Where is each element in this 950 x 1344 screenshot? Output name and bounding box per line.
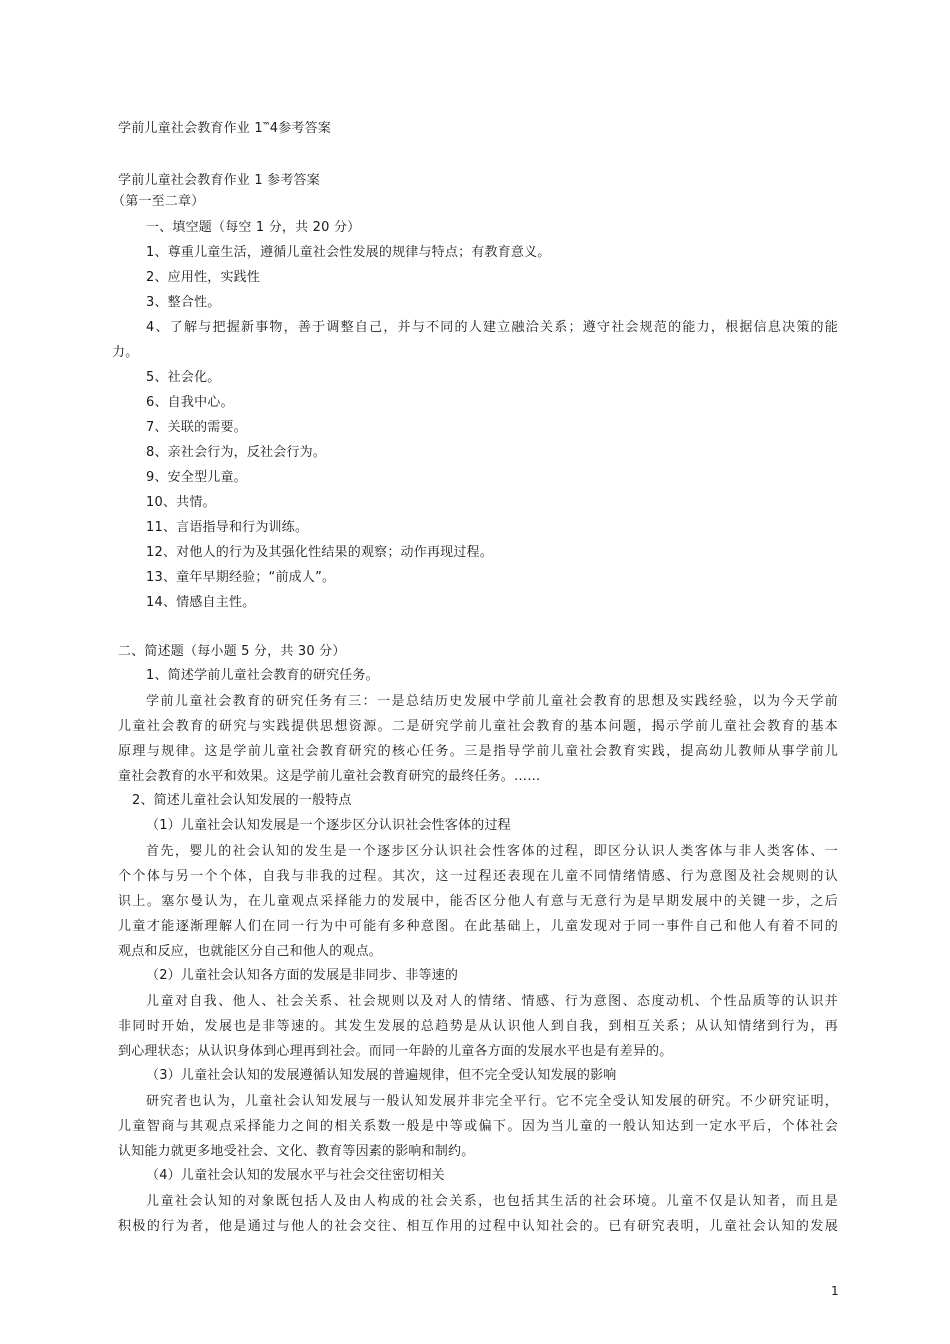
- paragraph-line: 童社会教育的水平和效果。这是学前儿童社会教育研究的最终任务。……: [118, 769, 541, 784]
- part2-heading: 二、简述题（每小题 5 分，共 30 分）: [118, 644, 346, 659]
- answer-line: 13、童年早期经验；“前成人”。: [146, 570, 336, 585]
- paragraph-line: 儿童智商与其观点采择能力之间的相关系数一般是中等或偏下。因为当儿童的一般认知达到一定水平后，个体社会: [118, 1119, 838, 1134]
- paragraph-line: 儿童社会教育的研究与实践提供思想资源。二是研究学前儿童社会教育的基本问题，揭示学前儿童社会教育的基本: [118, 719, 838, 734]
- paragraph-line: 观点和反应，也就能区分自己和他人的观点。: [118, 944, 383, 959]
- paragraph-line: 儿童社会认知的对象既包括人及由人构成的社会关系，也包括其生活的社会环境。儿童不仅是认知者，而且是: [146, 1194, 838, 1209]
- point-title: （1）儿童社会认知发展是一个逐步区分认识社会性客体的过程: [146, 818, 511, 833]
- answer-line: 7、关联的需要。: [146, 420, 247, 435]
- section-title: 学前儿童社会教育作业 1 参考答案: [118, 173, 320, 188]
- answer-line: 11、言语指导和行为训练。: [146, 520, 309, 535]
- paragraph-line: 认知能力就更多地受社会、文化、教育等因素的影响和制约。: [118, 1144, 475, 1159]
- chapter-range: （第一至二章）: [112, 194, 205, 209]
- answer-line: 3、整合性。: [146, 295, 221, 310]
- document-title: 学前儿童社会教育作业 1‷4参考答案: [118, 121, 332, 136]
- answer-line: 10、共情。: [146, 495, 216, 510]
- question-2: 2、简述儿童社会认知发展的一般特点: [132, 793, 352, 808]
- paragraph-line: 研究者也认为，儿童社会认知发展与一般认知发展并非完全平行。它不完全受认知发展的研究。不少研究证明，: [146, 1094, 838, 1109]
- answer-line: 6、自我中心。: [146, 395, 234, 410]
- paragraph-line: 原理与规律。这是学前儿童社会教育研究的核心任务。三是指导学前儿童社会教育实践，提高幼儿教师从事学前儿: [118, 744, 838, 759]
- paragraph-line: 学前儿童社会教育的研究任务有三：一是总结历史发展中学前儿童社会教育的思想及实践经验，以为今天学前: [146, 694, 838, 709]
- answer-line: 5、社会化。: [146, 370, 221, 385]
- answer-line: 8、亲社会行为，反社会行为。: [146, 445, 327, 460]
- answer-line: 1、尊重儿童生活，遵循儿童社会性发展的规律与特点；有教育意义。: [146, 245, 551, 260]
- paragraph-line: 儿童才能逐渐理解人们在同一行为中可能有多种意图。在此基础上，儿童发现对于同一事件自己和他人有着不同的: [118, 919, 838, 934]
- paragraph-line: 到心理状态；从认识身体到心理再到社会。而同一年龄的儿童各方面的发展水平也是有差异的。: [118, 1044, 673, 1059]
- paragraph-line: 积极的行为者，他是通过与他人的社会交往、相互作用的过程中认知社会的。已有研究表明，儿童社会认知的发展: [118, 1219, 838, 1234]
- point-title: （4）儿童社会认知的发展水平与社会交往密切相关: [146, 1168, 445, 1183]
- paragraph-line: 识上。塞尔曼认为，在儿童观点采择能力的发展中，能否区分他人有意与无意行为是早期发展中的关键一步，之后: [118, 894, 838, 909]
- point-title: （2）儿童社会认知各方面的发展是非同步、非等速的: [146, 968, 459, 983]
- paragraph-line: 非同时开始，发展也是非等速的。其发生发展的总趋势是从认识他人到自我，到相互关系；从认知情绪到行为，再: [118, 1019, 838, 1034]
- answer-line: 12、对他人的行为及其强化性结果的观察；动作再现过程。: [146, 545, 493, 560]
- page-number: 1: [831, 1284, 839, 1298]
- paragraph-line: 首先，婴儿的社会认知的发生是一个逐步区分认识社会性客体的过程，即区分认识人类客体与非人类客体、一: [146, 844, 838, 859]
- paragraph-line: 个个体与另一个个体，自我与非我的过程。其次，这一过程还表现在儿童不同情绪情感、行为意图及社会规则的认: [118, 869, 838, 884]
- answer-line: 4、了解与把握新事物，善于调整自己，并与不同的人建立融洽关系；遵守社会规范的能力，根据信息决策的能: [146, 320, 838, 335]
- part1-heading: 一、填空题（每空 1 分，共 20 分）: [146, 220, 361, 235]
- answer-line: 力。: [112, 345, 139, 360]
- point-title: （3）儿童社会认知的发展遵循认知发展的普遍规律，但不完全受认知发展的影响: [146, 1068, 617, 1083]
- paragraph-line: 儿童对自我、他人、社会关系、社会规则以及对人的情绪、情感、行为意图、态度动机、个性品质等的认识并: [146, 994, 838, 1009]
- answer-line: 14、情感自主性。: [146, 595, 256, 610]
- answer-line: 9、安全型儿童。: [146, 470, 247, 485]
- question-1: 1、简述学前儿童社会教育的研究任务。: [146, 668, 379, 683]
- answer-line: 2、应用性，实践性: [146, 270, 261, 285]
